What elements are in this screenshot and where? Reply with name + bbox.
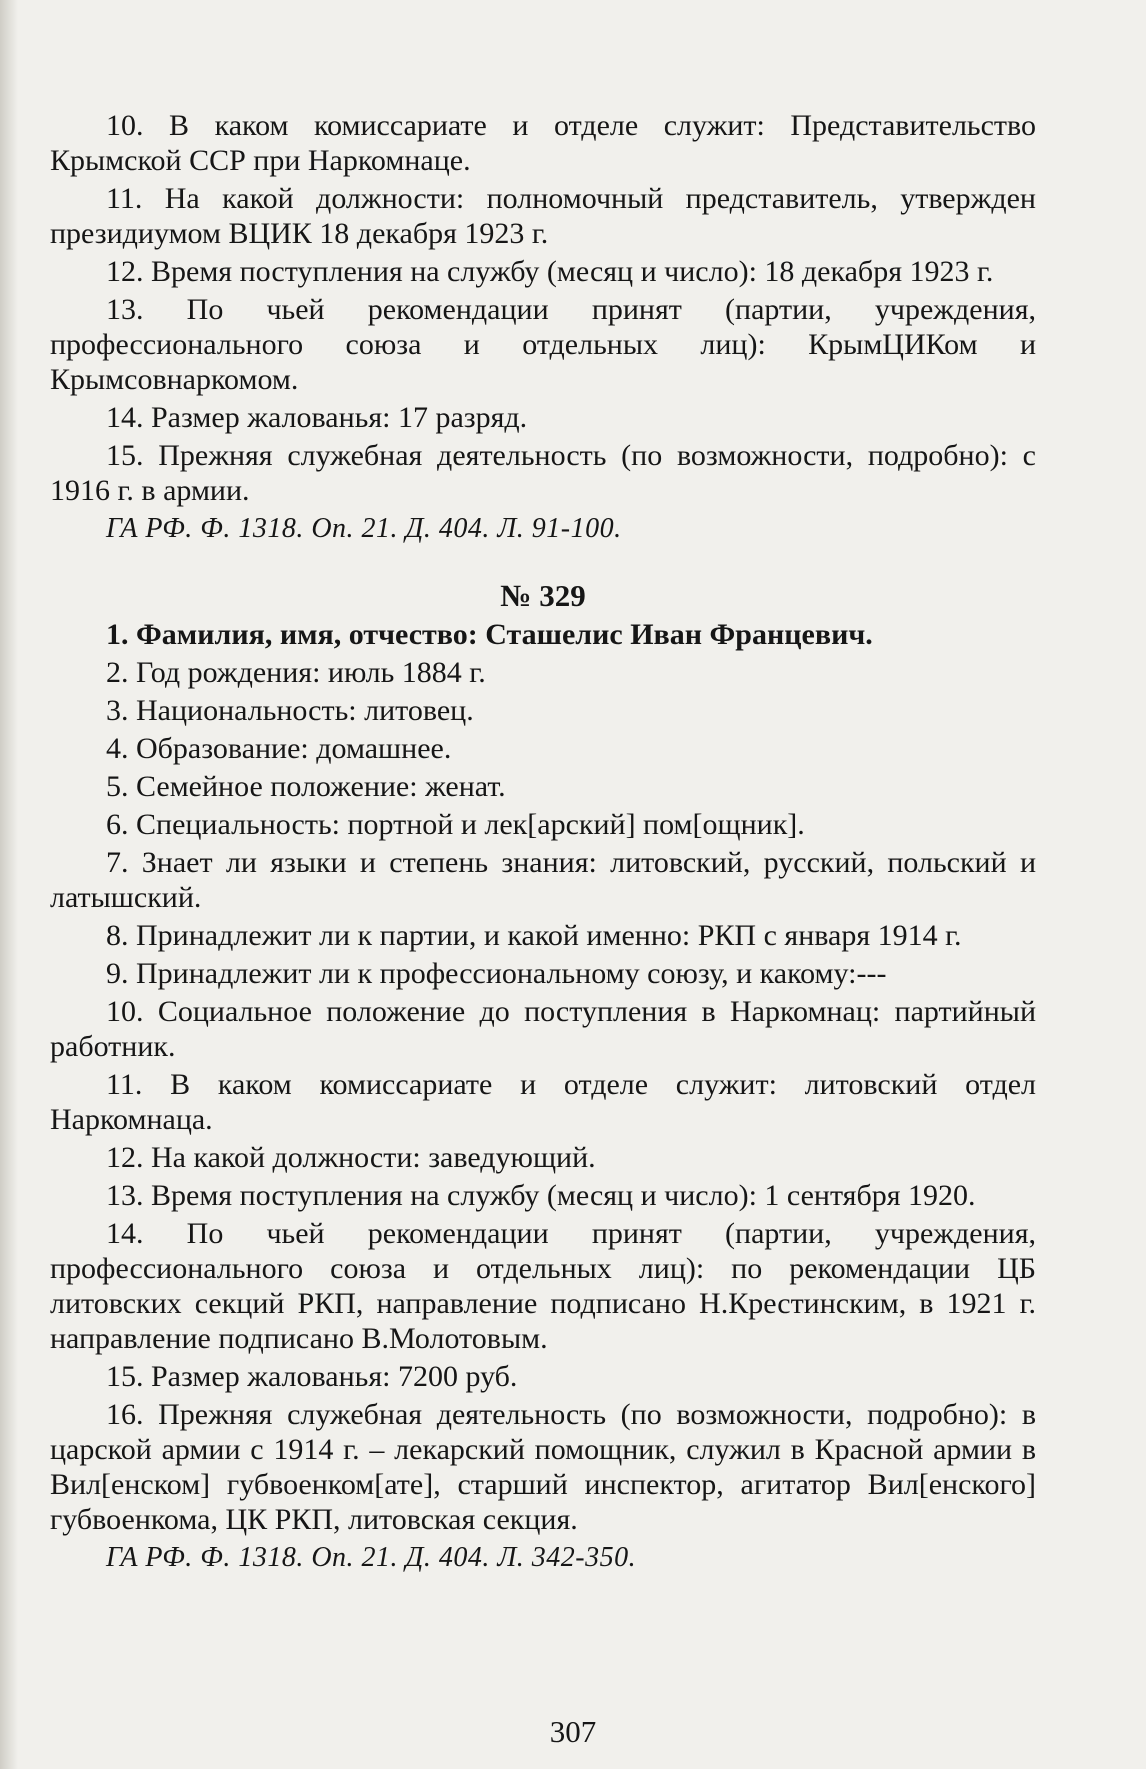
paragraph: 4. Образование: домашнее. [106,732,452,765]
document-number: № 329 [500,578,586,613]
paragraph: 10. В каком комиссариате и отделе служит: Представительство Крымской ССР при Наркомнаце. [50,109,1036,177]
paragraph: 13. По чьей рекомендации принят (партии, учреждения, профессионального союза и отдельных лиц): КрымЦИКом и Крымсовнаркомом. [50,293,1036,396]
archive-reference: ГА РФ. Ф. 1318. Оп. 21. Д. 404. Л. 91-100. [106,513,622,544]
paragraph: 11. На какой должности: полномочный представитель, утвержден президиумом ВЦИК 18 декабря 1923 г. [50,182,1036,250]
paragraph: 5. Семейное положение: женат. [106,770,506,803]
document-text [50,108,1036,1575]
paragraph: 2. Год рождения: июль 1884 г. [106,656,486,689]
paragraph: 11. В каком комиссариате и отделе служит: литовский отдел Наркомнаца. [50,1068,1036,1136]
paragraph: 15. Прежняя служебная деятельность (по возможности, подробно): с 1916 г. в армии. [50,439,1036,507]
page-number: 307 [549,1714,597,1749]
document-heading: 1. Фамилия, имя, отчество: Сташелис Иван Францевич. [106,618,873,651]
paragraph: 6. Специальность: портной и лек[арский] пом[ощник]. [106,808,805,841]
paragraph: 3. Национальность: литовец. [106,694,474,727]
paragraph: 10. Социальное положение до поступления в Наркомнац: партийный работник. [50,995,1036,1063]
paragraph: 7. Знает ли языки и степень знания: литовский, русский, польский и латышский. [50,846,1036,914]
paragraph: 14. По чьей рекомендации принят (партии, учреждения, профессионального союза и отдельных лиц): по рекомендации ЦБ литовских секций РКП, направление подписано Н.Крестинским, в 1921 г. направление подписано В.Молотовым. [50,1217,1036,1355]
paragraph: 16. Прежняя служебная деятельность (по возможности, подробно): в царской армии с 1914 г. – лекарский помощник, служил в Красной армии в Вил[енском] губвоенком[ате], старший инспектор, агитатор Вил[енского] губвоенкома, ЦК РКП, литовская секция. [50,1398,1036,1536]
paragraph: 12. Время поступления на службу (месяц и число): 18 декабря 1923 г. [106,255,994,288]
paragraph: 14. Размер жалованья: 17 разряд. [106,401,528,434]
paragraph: 9. Принадлежит ли к профессиональному союзу, и какому:--- [106,957,887,990]
paragraph: 12. На какой должности: заведующий. [106,1141,596,1174]
paragraph: 8. Принадлежит ли к партии, и какой именно: РКП с января 1914 г. [106,919,962,952]
archive-reference: ГА РФ. Ф. 1318. Оп. 21. Д. 404. Л. 342-350. [106,1542,637,1573]
paragraph: 13. Время поступления на службу (месяц и число): 1 сентября 1920. [106,1179,976,1212]
paragraph: 15. Размер жалованья: 7200 руб. [106,1360,518,1393]
page-edge-shadow [0,0,18,1769]
